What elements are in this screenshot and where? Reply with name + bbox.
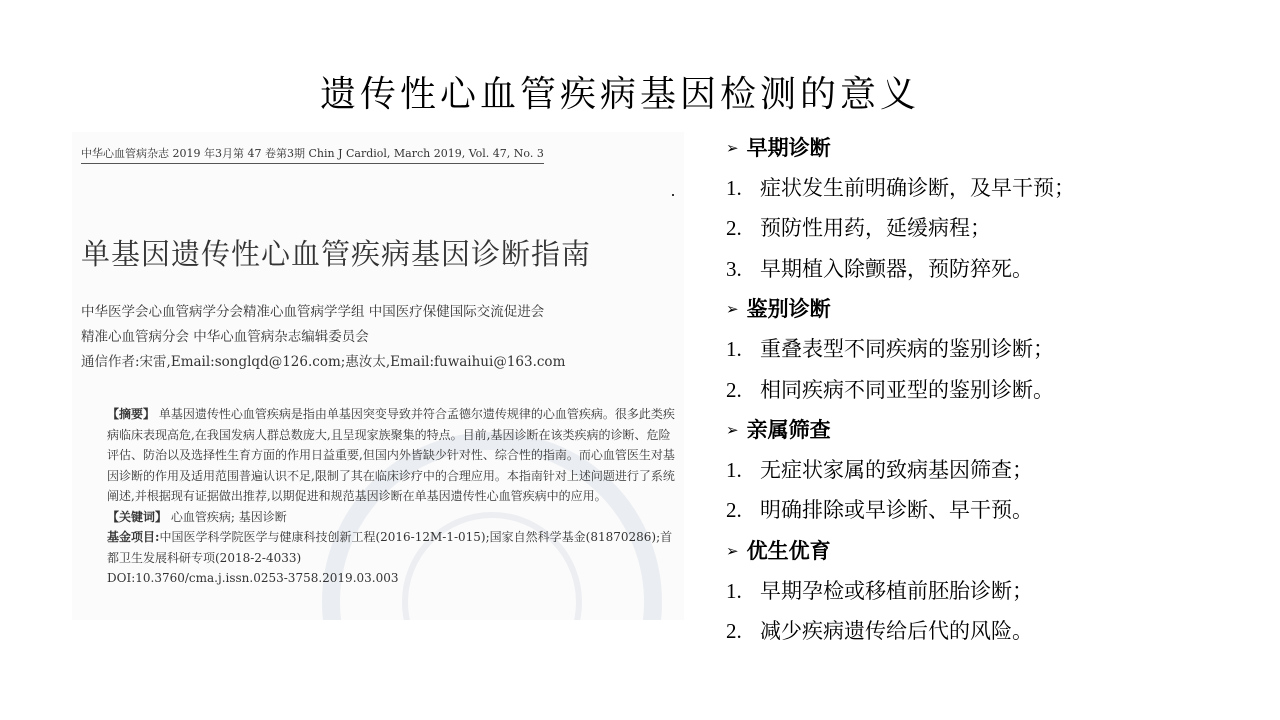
section-heading bbox=[726, 128, 1266, 168]
list-item bbox=[726, 370, 1266, 410]
item-text: 重叠表型不同疾病的鉴别诊断； bbox=[760, 337, 1054, 362]
authors-line: 精准心血管病分会 中华心血管病杂志编辑委员会 bbox=[81, 329, 369, 345]
item-text: 明确排除或早诊断、早干预。 bbox=[760, 498, 1033, 523]
section-heading bbox=[726, 410, 1266, 450]
list-item bbox=[726, 329, 1266, 369]
section-heading-text: 鉴别诊断 bbox=[746, 297, 831, 322]
item-text: 早期植入除颤器，预防猝死。 bbox=[760, 256, 1033, 281]
paper-authors bbox=[81, 300, 565, 375]
item-number: 2. bbox=[726, 619, 742, 644]
list-item bbox=[726, 490, 1266, 530]
authors-line: 中华医学会心血管病学分会精准心血管病学学组 中国医疗保健国际交流促进会 bbox=[81, 304, 545, 320]
item-number: 1. bbox=[726, 457, 742, 482]
item-number: 1. bbox=[726, 578, 742, 603]
arrow-bullet-icon: ➢ bbox=[726, 300, 739, 319]
item-text: 无症状家属的致病基因筛查； bbox=[760, 457, 1033, 482]
item-number: 3. bbox=[726, 256, 742, 281]
item-number: 1. bbox=[726, 176, 742, 200]
slide-title: 遗传性心血管疾病基因检测的意义 bbox=[319, 74, 920, 115]
item-text: 相同疾病不同亚型的鉴别诊断。 bbox=[760, 377, 1054, 402]
keywords-paragraph bbox=[81, 507, 679, 528]
arrow-bullet-icon: ➢ bbox=[726, 420, 739, 439]
paper-abstract bbox=[81, 404, 679, 589]
section-family-screening bbox=[726, 410, 1266, 531]
list-item bbox=[726, 208, 1266, 248]
section-heading-text: 优生优育 bbox=[746, 538, 831, 563]
fund-label: 基金项目: bbox=[107, 530, 160, 544]
journal-citation-line: 中华心血管病杂志 2019 年3月第 47 卷第3期 Chin J Cardiol, March 2019, Vol. 47, No. 3 bbox=[81, 145, 544, 164]
keywords-label: 【关键词】 bbox=[107, 509, 168, 524]
item-text: 症状发生前明确诊断，及早干预； bbox=[760, 176, 1075, 200]
item-number: 2. bbox=[726, 216, 742, 241]
item-text: 早期孕检或移植前胚胎诊断； bbox=[760, 578, 1033, 603]
arrow-bullet-icon: ➢ bbox=[726, 541, 739, 560]
item-number: 2. bbox=[726, 498, 742, 523]
abstract-label: 【摘要】 bbox=[107, 407, 156, 421]
speck-mark bbox=[672, 194, 674, 196]
item-number: 2. bbox=[726, 377, 742, 402]
section-heading-text: 早期诊断 bbox=[746, 136, 831, 160]
section-heading bbox=[726, 531, 1266, 571]
fund-text: 中国医学科学院医学与健康科技创新工程(2016-12M-1-015);国家自然科学基金(81870286);首都卫生发展科研专项(2018-2-4033) bbox=[107, 530, 673, 565]
paper-excerpt-image bbox=[72, 132, 684, 620]
fund-paragraph bbox=[81, 527, 679, 568]
section-early-diagnosis bbox=[726, 128, 1266, 289]
keywords-text: 心血管疾病; 基因诊断 bbox=[170, 509, 287, 524]
section-heading-text: 亲属筛查 bbox=[746, 417, 831, 442]
abstract-paragraph bbox=[81, 404, 679, 507]
list-item bbox=[726, 249, 1266, 289]
paper-title: 单基因遗传性心血管疾病基因诊断指南 bbox=[81, 237, 592, 271]
item-number: 1. bbox=[726, 337, 742, 362]
section-heading bbox=[726, 289, 1266, 329]
list-item bbox=[726, 168, 1266, 208]
section-eugenics bbox=[726, 531, 1266, 652]
item-text: 预防性用药，延缓病程； bbox=[760, 216, 991, 241]
list-item bbox=[726, 571, 1266, 611]
significance-list bbox=[726, 128, 1266, 652]
list-item bbox=[726, 611, 1266, 651]
item-text: 减少疾病遗传给后代的风险。 bbox=[760, 619, 1033, 644]
arrow-bullet-icon: ➢ bbox=[726, 139, 739, 157]
section-differential-diagnosis bbox=[726, 289, 1266, 410]
corresponding-author-line: 通信作者:宋雷,Email:songlqd@126.com;惠汝太,Email:fuwaihui@163.com bbox=[81, 354, 566, 370]
abstract-text: 单基因遗传性心血管疾病是指由单基因突变导致并符合孟德尔遗传规律的心血管疾病。很多此类疾病临床表现高危,在我国发病人群总数庞大,且呈现家族聚集的特点。目前,基因诊断在该类疾病的诊断、危险评估、防治以及选择性生育方面的作用日益重要,但国内外皆缺少针对性、综合性的指南。而心血管医生对基因诊断的作用及适用范围普遍认识不足,限制了其在临床诊疗中的合理应用。本指南针对上述问题进行了系统阐述,并根据现有证据做出推荐,以期促进和规范基因诊断在单基因遗传性心血管疾病中的应用。 bbox=[107, 407, 675, 503]
doi-line: DOI:10.3760/cma.j.issn.0253-3758.2019.03.003 bbox=[107, 571, 399, 585]
list-item bbox=[726, 450, 1266, 490]
